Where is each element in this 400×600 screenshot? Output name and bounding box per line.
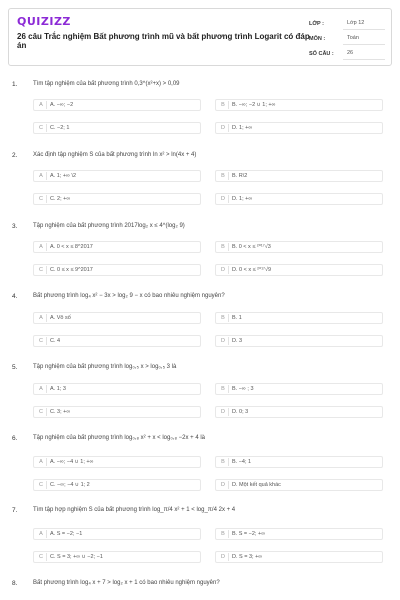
option-text: D. S = 3; +∞ <box>232 554 263 560</box>
option-a[interactable] <box>33 241 201 253</box>
option-d[interactable] <box>215 406 383 418</box>
option-c[interactable] <box>33 122 201 134</box>
worksheet-title: 26 câu Trắc nghiệm Bất phương trình mũ và bất phương trình Logarit có đáp án <box>17 32 310 50</box>
question-text: Tìm tập hợp nghiệm S của bất phương trình log_π/4 x² + 1 < log_π/4 2x + 4 <box>33 507 236 513</box>
option-c[interactable] <box>33 264 201 276</box>
option-text: A. S = −2; −1 <box>50 531 83 537</box>
option-letter: C <box>36 408 47 416</box>
question-text: Tập nghiệm của bất phương trình 2017log₂ x ≤ 4^(log₂ 9) <box>33 223 185 229</box>
option-b[interactable] <box>215 241 383 253</box>
option-text: D. 1; +∞ <box>232 196 253 202</box>
option-letter: B <box>218 314 229 322</box>
option-letter: B <box>218 530 229 538</box>
meta-label: LỚP : <box>309 20 324 27</box>
question-number: 3. <box>12 223 18 230</box>
option-a[interactable] <box>33 312 201 324</box>
option-a[interactable] <box>33 99 201 111</box>
option-d[interactable] <box>215 551 383 563</box>
option-text: B. R\2 <box>232 173 248 179</box>
option-text: C. 3; +∞ <box>50 409 71 415</box>
option-d[interactable] <box>215 264 383 276</box>
meta-row-subject <box>309 31 385 46</box>
option-letter: D <box>218 481 229 489</box>
option-c[interactable] <box>33 335 201 347</box>
option-text: D. Một kết quả khác <box>232 482 281 488</box>
option-text: D. 0 < x ≤ ²⁰¹⁷√9 <box>232 267 272 273</box>
option-c[interactable] <box>33 406 201 418</box>
question-text: Tập nghiệm của bất phương trình log₀,₅ x > log₀,₅ 3 là <box>33 364 177 370</box>
option-text: D. 3 <box>232 338 243 344</box>
option-text: B. −∞ ; 3 <box>232 386 254 392</box>
question-text: Xác định tập nghiệm S của bất phương trình ln x² > ln(4x + 4) <box>33 152 197 158</box>
option-letter: B <box>218 385 229 393</box>
question-number: 2. <box>12 152 18 159</box>
option-letter: B <box>218 172 229 180</box>
option-d[interactable] <box>215 479 383 491</box>
option-a[interactable] <box>33 383 201 395</box>
option-c[interactable] <box>33 193 201 205</box>
option-letter: C <box>36 337 47 345</box>
option-b[interactable] <box>215 528 383 540</box>
option-text: A. −∞; −2 <box>50 102 74 108</box>
option-letter: D <box>218 124 229 132</box>
option-letter: A <box>36 243 47 251</box>
question-text: Bất phương trình log₄ x² − 3x > log₂ 9 − x có bao nhiêu nghiệm nguyên? <box>33 293 225 299</box>
option-letter: D <box>218 337 229 345</box>
option-text: A. 0 < x ≤ 8^2017 <box>50 244 93 250</box>
option-letter: D <box>218 195 229 203</box>
question-number: 8. <box>12 580 18 587</box>
option-a[interactable] <box>33 170 201 182</box>
question-text: Tập nghiệm của bất phương trình log₀,₈ x² + x < log₀,₈ −2x + 4 là <box>33 435 206 441</box>
question-text: Bất phương trình log₄ x + 7 > log₂ x + 1 có bao nhiêu nghiệm nguyên? <box>33 580 220 586</box>
option-text: D. 1; +∞ <box>232 125 253 131</box>
option-text: B. −4; 1 <box>232 459 252 465</box>
option-letter: C <box>36 553 47 561</box>
option-text: C. 4 <box>50 338 61 344</box>
question-number: 6. <box>12 435 18 442</box>
option-text: C. 2; +∞ <box>50 196 71 202</box>
option-b[interactable] <box>215 456 383 468</box>
option-text: B. S = −2; +∞ <box>232 531 266 537</box>
option-d[interactable] <box>215 122 383 134</box>
option-text: A. −∞; −4 ∪ 1; +∞ <box>50 459 94 465</box>
option-a[interactable] <box>33 528 201 540</box>
worksheet-meta <box>309 16 385 61</box>
option-text: A. 1; +∞ \2 <box>50 173 77 179</box>
option-b[interactable] <box>215 170 383 182</box>
option-letter: D <box>218 408 229 416</box>
option-text: D. 0; 3 <box>232 409 249 415</box>
option-letter: A <box>36 314 47 322</box>
option-letter: D <box>218 553 229 561</box>
option-letter: C <box>36 481 47 489</box>
question-number: 7. <box>12 507 18 514</box>
option-text: A. 1; 3 <box>50 386 66 392</box>
option-letter: A <box>36 385 47 393</box>
option-letter: D <box>218 266 229 274</box>
meta-value: Toán <box>343 32 385 45</box>
option-letter: A <box>36 172 47 180</box>
question-text: Tìm tập nghiệm của bất phương trình 0,3^(x²+x) > 0,09 <box>33 81 180 87</box>
option-text: C. 0 ≤ x ≤ 9^2017 <box>50 267 93 273</box>
option-b[interactable] <box>215 312 383 324</box>
option-d[interactable] <box>215 193 383 205</box>
option-letter: A <box>36 101 47 109</box>
option-text: B. 0 < x ≤ ²⁰¹⁷√3 <box>232 244 271 250</box>
option-text: A. Vô số <box>50 315 71 321</box>
option-text: C. −∞; −4 ∪ 1; 2 <box>50 482 90 488</box>
question-number: 4. <box>12 293 18 300</box>
option-d[interactable] <box>215 335 383 347</box>
option-c[interactable] <box>33 551 201 563</box>
meta-label: SỐ CÂU : <box>309 50 334 57</box>
option-letter: B <box>218 101 229 109</box>
worksheet-header <box>8 8 392 66</box>
option-b[interactable] <box>215 99 383 111</box>
option-text: B. −∞; −2 ∪ 1; +∞ <box>232 102 276 108</box>
option-letter: C <box>36 266 47 274</box>
question-number: 5. <box>12 364 18 371</box>
option-c[interactable] <box>33 479 201 491</box>
option-a[interactable] <box>33 456 201 468</box>
quizizz-logo: QUIZIZZ <box>17 15 71 28</box>
meta-row-class <box>309 16 385 31</box>
option-letter: A <box>36 458 47 466</box>
option-text: C. −2; 1 <box>50 125 70 131</box>
option-letter: A <box>36 530 47 538</box>
option-b[interactable] <box>215 383 383 395</box>
question-number: 1. <box>12 81 18 88</box>
option-letter: B <box>218 458 229 466</box>
meta-value: Lớp 12 <box>343 17 385 30</box>
meta-value: 26 <box>343 47 385 60</box>
meta-label: MÔN : <box>309 35 326 42</box>
option-text: C. S = 3; +∞ ∪ −2; −1 <box>50 554 103 560</box>
option-letter: C <box>36 195 47 203</box>
meta-row-count <box>309 46 385 61</box>
option-letter: C <box>36 124 47 132</box>
option-letter: B <box>218 243 229 251</box>
option-text: B. 1 <box>232 315 242 321</box>
